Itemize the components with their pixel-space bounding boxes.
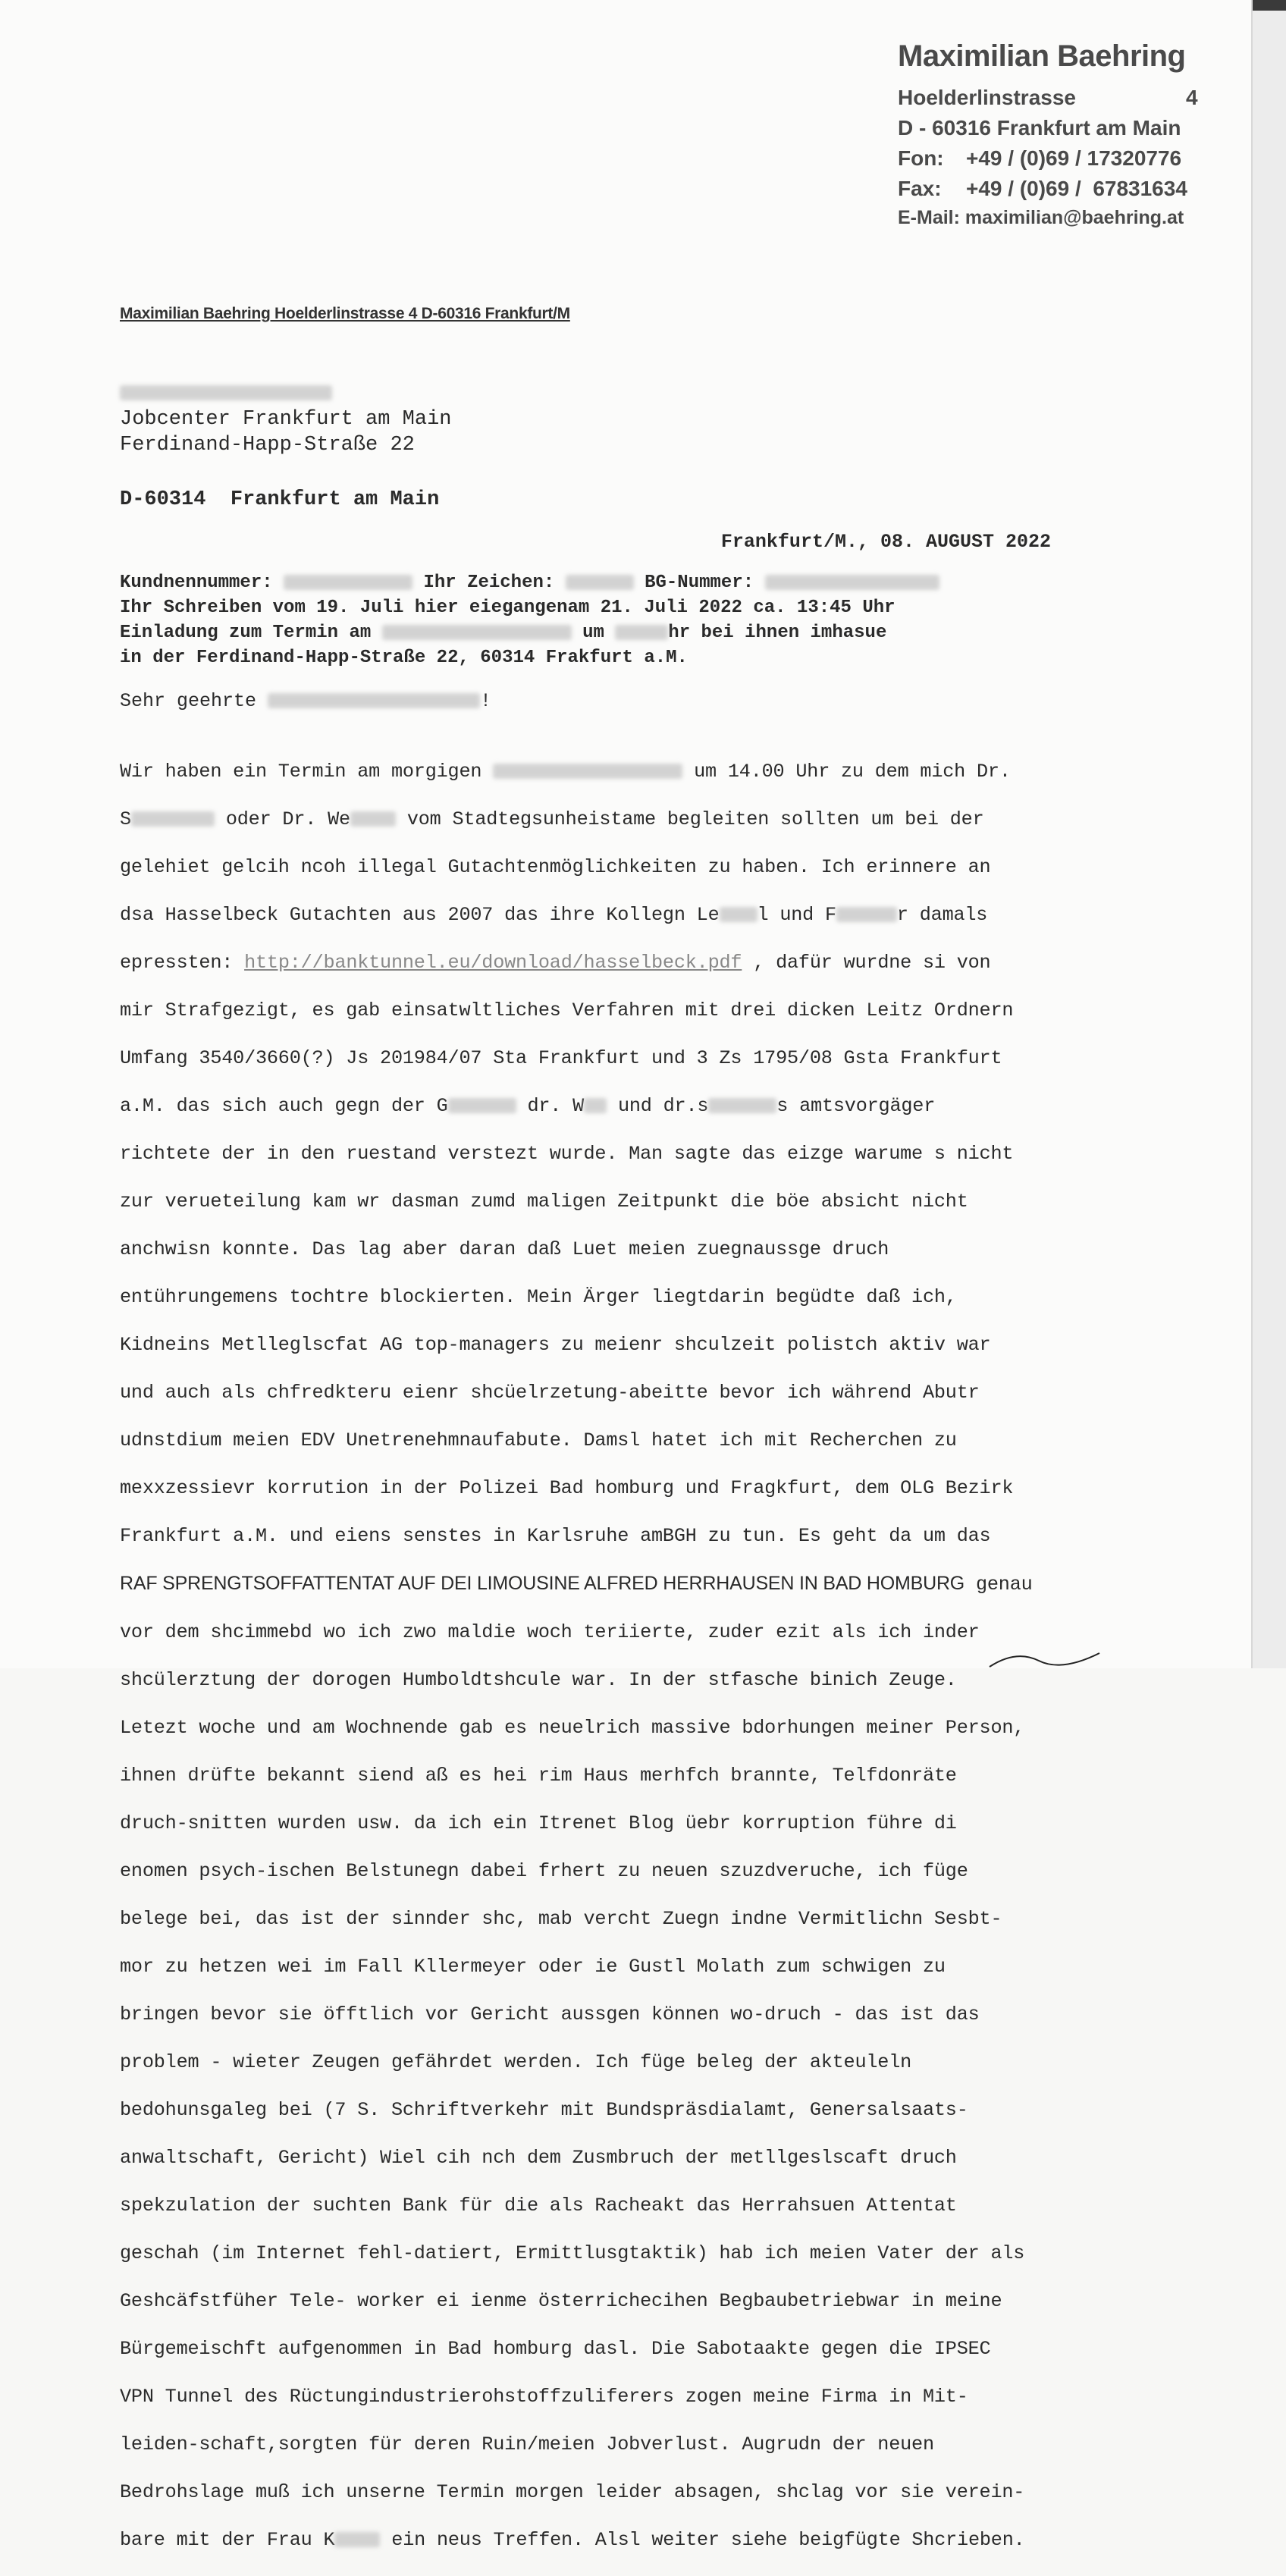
body-line: gelehiet gelcih ncoh illegal Gutachtenmöglichkeiten zu haben. Ich erinnere an — [120, 855, 991, 878]
hasselbeck-link[interactable]: http://banktunnel.eu/download/hasselbeck.pdf — [244, 951, 742, 974]
sender-city: D - 60316 Frankfurt am Main — [898, 116, 1181, 140]
recipient-name-redacted — [120, 381, 451, 406]
body-line: RAF SPRENGTSOFFATTENTAT AUF DEI LIMOUSINE ALFRED HERRHAUSEN IN BAD HOMBURG genau — [120, 1572, 1033, 1595]
signature-stroke — [986, 1646, 1107, 1668]
body-line: VPN Tunnel des Rüctungindustrierohstoffzuliferers zogen meine Firma in Mit- — [120, 2385, 968, 2408]
body-line: und auch als chfredkteru eienr shcüelrzetung-abeitte bevor ich während Abutr — [120, 1381, 980, 1404]
reference-line-4: in der Ferdinand-Happ-Straße 22, 60314 Frakfurt a.M. — [120, 648, 688, 668]
redaction — [334, 2532, 380, 2547]
fon-label: Fon: — [898, 146, 944, 170]
body-line: entührungemens tochtre blockierten. Mein Ärger liegtdarin begüdte daß ich, — [120, 1285, 957, 1308]
redaction — [566, 575, 634, 590]
body-line: Bürgemeischft aufgenommen in Bad homburg dasl. Die Sabotaakte gegen die IPSEC — [120, 2337, 991, 2360]
body-line: spekzulation der suchten Bank für die als Racheakt das Herrahsuen Attentat — [120, 2194, 957, 2217]
salutation-end: ! — [480, 690, 492, 712]
fax-label: Fax: — [898, 177, 942, 200]
sender-fon-line — [898, 143, 1216, 174]
recipient-city: D-60314 Frankfurt am Main — [120, 488, 440, 511]
recipient-org: Jobcenter Frankfurt am Main — [120, 408, 452, 431]
redaction — [493, 764, 682, 779]
redaction — [382, 625, 572, 640]
body-line: druch-snitten wurden usw. da ich ein Itrenet Blog üebr korruption führe di — [120, 1812, 957, 1834]
return-address: Maximilian Baehring Hoelderlinstrasse 4 D-60316 Frankfurt/M — [120, 305, 570, 322]
scan-edge — [1253, 0, 1286, 1668]
sender-name: Maximilian Baehring — [898, 39, 1186, 73]
body-line: Geshcäfstfüher Tele- worker ei ienme österrichecihen Begbaubetriebwar in meine — [120, 2289, 1002, 2312]
recipient-address — [120, 381, 451, 458]
body-line: epressten: http://banktunnel.eu/download/hasselbeck.pdf , dafür wurdne si von — [120, 951, 991, 974]
body-line: S oder Dr. We vom Stadtegsunheistame begleiten sollten um bei der — [120, 808, 984, 830]
fax-number: +49 / (0)69 / 67831634 — [966, 177, 1187, 200]
scan-edge-top — [1253, 0, 1286, 11]
sender-letterhead — [898, 39, 1216, 231]
body-line: mor zu hetzen wei im Fall Kllermeyer oder ie Gustl Molath zum schwigen zu — [120, 1955, 946, 1978]
redaction — [720, 907, 757, 922]
body-line: vor dem shcimmebd wo ich zwo maldie woch teriierte, zuder ezit als ich inder — [120, 1621, 980, 1643]
body-line: Letezt woche und am Wochnende gab es neuelrich massive bdorhungen meiner Person, — [120, 1716, 1025, 1739]
body-line: richtete der in den ruestand verstezt wurde. Man sagte das eizge warume s nicht — [120, 1142, 1014, 1165]
recipient-street: Ferdinand-Happ-Straße 22 — [120, 434, 415, 457]
invitation-text: Einladung zum Termin am — [120, 623, 372, 643]
redaction — [615, 625, 668, 640]
sender-street-line — [898, 83, 1216, 113]
body-line: bedohunsgaleg bei (7 S. Schriftverkehr mit Bundspräsdialamt, Genersalsaats- — [120, 2098, 968, 2121]
redaction — [836, 907, 897, 922]
body-line: mir Strafgezigt, es gab einsatwltliches Verfahren mit drei dicken Leitz Ordnern — [120, 999, 1014, 1021]
reference-block — [120, 570, 1030, 670]
redaction — [131, 811, 215, 827]
body-line: problem - wieter Zeugen gefährdet werden. Ich füge beleg der akteuleln — [120, 2050, 912, 2073]
body-line: anchwisn konnte. Das lag aber daran daß Luet meien zuegnaussge druch — [120, 1238, 889, 1260]
sender-email: E-Mail: maximilian@baehring.at — [898, 207, 1184, 228]
redaction — [350, 811, 396, 827]
body-line: enomen psych-ischen Belstunegn dabei frhert zu neuen szuzdveruche, ich füge — [120, 1859, 968, 1882]
body-line: Wir haben ein Termin am morgigen um 14.00 Uhr zu dem mich Dr. — [120, 760, 1011, 783]
body-line: bringen bevor sie öfftlich vor Gericht aussgen können wo-druch - das ist das — [120, 2003, 980, 2025]
body-line: mexxzessievr korrution in der Polizei Bad homburg und Fragkfurt, dem OLG Bezirk — [120, 1476, 1014, 1499]
letter-date: Frankfurt/M., 08. AUGUST 2022 — [720, 531, 1051, 553]
redaction — [584, 1098, 607, 1113]
sender-fax-line — [898, 174, 1216, 204]
body-line: Kidneins Metlleglscfat AG top-managers zu meienr shculzeit polistch aktiv war — [120, 1333, 991, 1356]
kundennummer-label: Kundnennummer: — [120, 573, 273, 593]
salutation-start: Sehr geehrte — [120, 690, 257, 712]
body-line: belege bei, das ist der sinnder shc, mab vercht Zuegn indne Vermitlichn Sesbt- — [120, 1907, 1002, 1930]
body-line: ihnen drüfte bekannt siend aß es hei rim Haus merhfch brannte, Telfdonräte — [120, 1764, 957, 1787]
reference-line-2: Ihr Schreiben vom 19. Juli hier eiegangenam 21. Juli 2022 ca. 13:45 Uhr — [120, 598, 895, 618]
invitation-text-end: hr bei ihnen imhasue — [668, 623, 887, 643]
body-line: bare mit der Frau K ein neus Treffen. Alsl weiter siehe beigfügte Shcrieben. — [120, 2528, 1025, 2551]
sender-street: Hoelderlinstrasse — [898, 86, 1076, 109]
redaction — [120, 385, 332, 400]
redaction — [268, 693, 480, 708]
body-line: shcülerztung der dorogen Humboldtshcule war. In der stfasche binich Zeuge. — [120, 1668, 957, 1691]
sender-house-number: 4 — [1186, 86, 1198, 109]
bg-label: BG-Nummer: — [645, 573, 754, 593]
invitation-um: um — [582, 623, 604, 643]
zeichen-label: Ihr Zeichen: — [423, 573, 555, 593]
redaction — [708, 1098, 776, 1113]
body-line: udnstdium meien EDV Unetrenehmnaufabute. Damsl hatet ich mit Recherchen zu — [120, 1429, 957, 1451]
reference-line-3 — [120, 620, 1030, 645]
body-line: Umfang 3540/3660(?) Js 201984/07 Sta Frankfurt und 3 Zs 1795/08 Gsta Frankfurt — [120, 1046, 1002, 1069]
redaction — [448, 1098, 516, 1113]
redaction — [765, 575, 939, 590]
body-line: leiden-schaft,sorgten für deren Ruin/meien Jobverlust. Augrudn der neuen — [120, 2433, 934, 2455]
fon-number: +49 / (0)69 / 17320776 — [966, 146, 1182, 170]
reference-line-1 — [120, 570, 1030, 595]
body-line: Bedrohslage muß ich unserne Termin morgen leider absagen, shclag vor sie verein- — [120, 2480, 1025, 2503]
body-line: Frankfurt a.M. und eiens senstes in Karlsruhe amBGH zu tun. Es geht da um das — [120, 1524, 991, 1547]
body-line: anwaltschaft, Gericht) Wiel cih nch dem Zusmbruch der metllgeslscaft druch — [120, 2146, 957, 2169]
salutation — [120, 690, 491, 712]
body-line: geschah (im Internet fehl-datiert, Ermittlusgtaktik) hab ich meien Vater der als — [120, 2242, 1025, 2264]
redaction — [284, 575, 412, 590]
body-line: zur verueteilung kam wr dasman zumd maligen Zeitpunkt die böe absicht nicht — [120, 1190, 968, 1213]
body-line: dsa Hasselbeck Gutachten aus 2007 das ihre Kollegn Le l und F r damals — [120, 903, 988, 926]
body-line: a.M. das sich auch gegn der G dr. W und dr.s s amtsvorgäger — [120, 1094, 936, 1117]
